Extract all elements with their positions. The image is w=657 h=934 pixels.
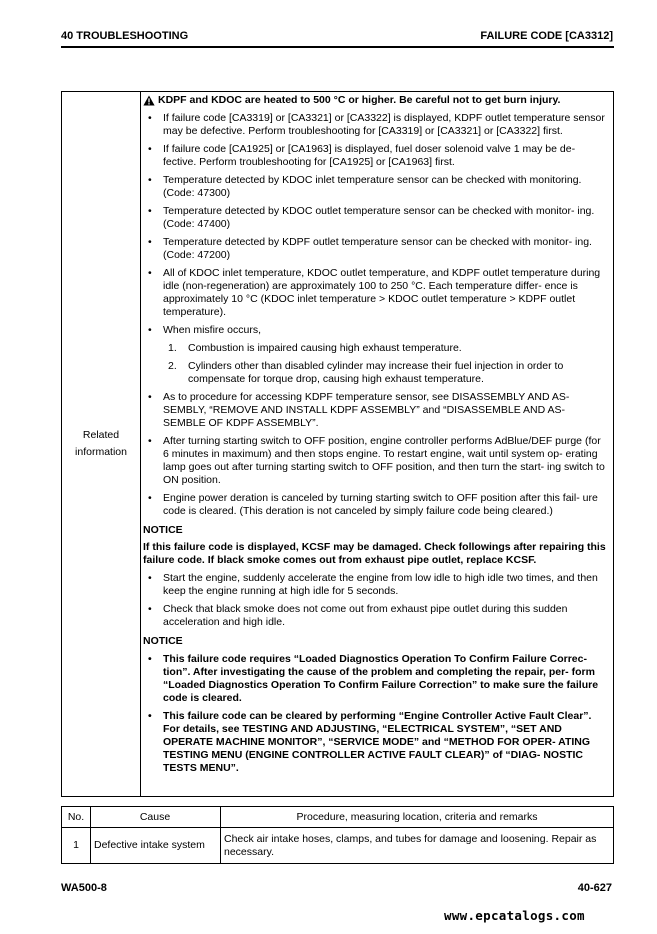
list-item: • Temperature detected by KDOC inlet temperature sensor can be checked with monitoring. (Code: 47300) (148, 174, 582, 199)
list-item: • This failure code requires “Loaded Diagnostics Operation To Confirm Failure Correc- tion”. After investigating the cause of the problem and completing the repair, per- form “Loaded Diagnostics Operation To Confirm Failure Correction” to make sure the failure code is cleared. (148, 653, 599, 704)
model-number: WA500-8 (61, 882, 107, 894)
list-item: • If failure code [CA3319] or [CA3321] or [CA3322] is displayed, KDPF outlet temperature sensor may be defective. Perform troubleshooting for [CA3319] or [CA3321] or [CA3322] first. (148, 112, 605, 137)
row-procedure: Check air intake hoses, clamps, and tubes for damage and loosening. Repair as necessary. (221, 828, 614, 864)
related-information-content (141, 92, 613, 775)
notice-heading: NOTICE (143, 635, 183, 647)
column-header-no: No. (62, 807, 91, 828)
failure-code-title: FAILURE CODE [CA3312] (480, 30, 613, 42)
header-rule (61, 46, 614, 48)
row-cause: Defective intake system (91, 828, 221, 864)
column-header-procedure: Procedure, measuring location, criteria and remarks (221, 807, 614, 828)
related-information-table (61, 91, 614, 797)
numbered-sub-item: 1. Combustion is impaired causing high exhaust temperature. (168, 342, 462, 354)
burn-warning: KDPF and KDOC are heated to 500 °C or higher. Be careful not to get burn injury. (143, 94, 609, 107)
table-row (62, 828, 614, 864)
notice-heading: NOTICE (143, 524, 183, 536)
numbered-sub-item: 2. Cylinders other than disabled cylinder may increase their fuel injection in order to compensate for torque drop, causing high exhaust temperature. (168, 360, 564, 385)
list-item: • When misfire occurs, (148, 324, 262, 336)
list-item: • Check that black smoke does not come out from exhaust pipe outlet during this sudden acceleration and high idle. (148, 603, 568, 628)
page-number: 40-627 (577, 882, 612, 894)
list-item: • Temperature detected by KDOC outlet temperature sensor can be checked with monitor- ing. (Code: 47400) (148, 205, 595, 230)
row-number: 1 (62, 828, 91, 864)
list-item: • Engine power deration is canceled by turning starting switch to OFF position after this fail- ure code is cleared. (This deration is not canceled by simply failure code being cleared.) (148, 492, 598, 517)
list-item: • Temperature detected by KDPF outlet temperature sensor can be checked with monitor- ing. (Code: 47200) (148, 236, 592, 261)
list-item: • This failure code can be cleared by performing “Engine Controller Active Fault Clear”. For details, see TESTING AND ADJUSTING, “ELECTRICAL SYSTEM”, “SET AND OPERATE MACHINE MONITOR”, “SERVICE MODE” and “METHOD FOR OPER- ATING TESTING MENU (ENGINE CONTROLLER ACTIVE FAULT CLEAR)” of “DIAG- NOSTIC TESTS MENU”. (148, 710, 592, 774)
notice-text: If this failure code is displayed, KCSF may be damaged. Check followings after repairing this failure code. If black smoke comes out from exhaust pipe outlet, replace KCSF. (143, 541, 606, 566)
list-item: • After turning starting switch to OFF position, engine controller performs AdBlue/DEF purge (for 6 minutes in maximum) and then stops engine. To restart engine, wait until system op- erating lamp goes out after turning starting switch to OFF position, and then turn the start- ing switch to ON position. (148, 435, 605, 486)
warning-triangle-icon (143, 95, 155, 106)
cause-table (61, 806, 614, 864)
watermark: www.epcatalogs.com (444, 908, 585, 923)
table-header-row (62, 807, 614, 828)
list-item: • If failure code [CA1925] or [CA1963] is displayed, fuel doser solenoid valve 1 may be de- fective. Perform troubleshooting for [CA1925] or [CA1963] first. (148, 143, 576, 168)
list-item: • All of KDOC inlet temperature, KDOC outlet temperature, and KDPF outlet temperature during idle (non-regeneration) are approximately 100 to 250 °C. Each temperature differ- ence is approximately 10 °C (KDOC inlet temperature > KDOC outlet temperature > KDPF outlet temperature). (148, 267, 601, 318)
section-title: 40 TROUBLESHOOTING (61, 30, 189, 42)
list-item: • As to procedure for accessing KDPF temperature sensor, see DISASSEMBLY AND AS- SEMBLY, “REMOVE AND INSTALL KDPF ASSEMBLY” and “DISASSEMBLE AND AS- SEMBLE OF KDPF ASSEMBLY”. (148, 391, 570, 429)
list-item: • Start the engine, suddenly accelerate the engine from low idle to high idle two times, and then keep the engine running at high idle for 5 seconds. (148, 572, 598, 597)
column-header-cause: Cause (91, 807, 221, 828)
related-information-label: Related information (62, 92, 141, 796)
